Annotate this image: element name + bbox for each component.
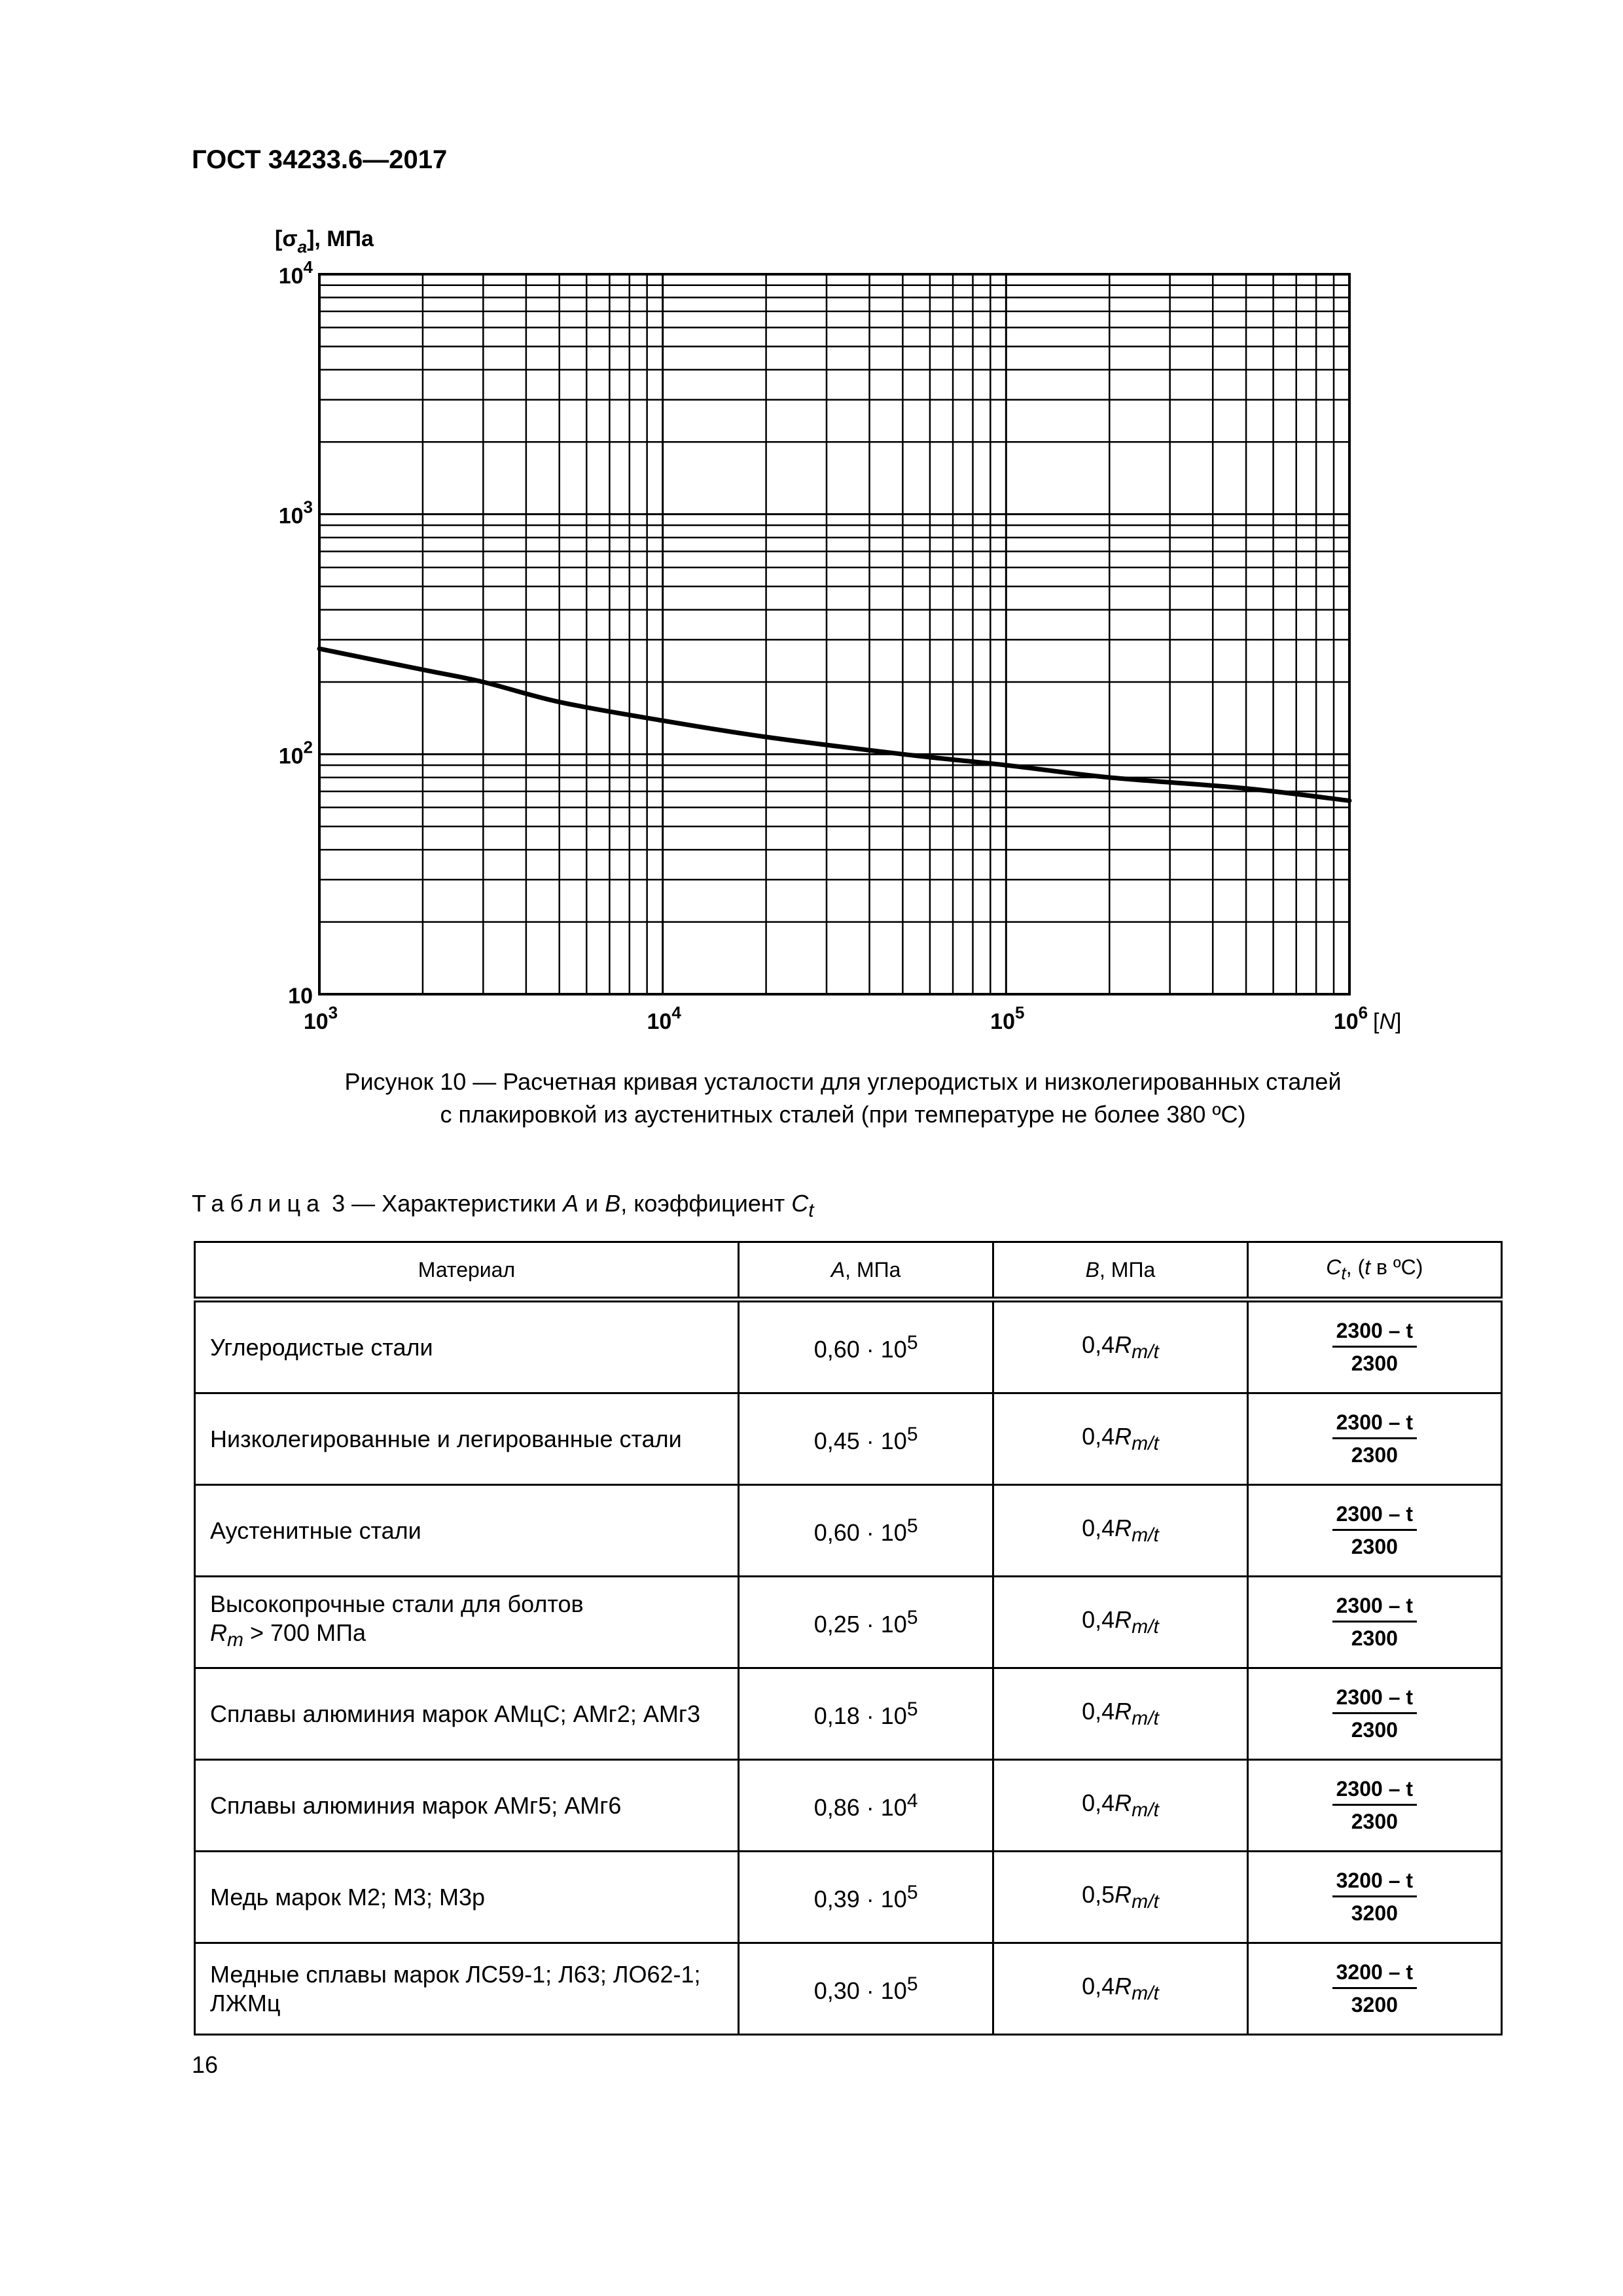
cell-a: $0,60 \cdot 10^5$ xyxy=(738,1300,993,1393)
y-tick-labels xyxy=(279,257,313,1009)
cell-b: $0,4R_{m/t}$ xyxy=(993,1300,1247,1393)
cell-c xyxy=(1247,1943,1501,2035)
c-fraction: $\frac{2300 - t}{2300}$ xyxy=(1332,1502,1417,1559)
chart-grid xyxy=(319,274,1349,994)
cell-a: $0,30 \cdot 10^5$ xyxy=(738,1943,993,2035)
table-row xyxy=(195,1852,1502,1943)
table-row xyxy=(195,1668,1502,1760)
cell-material: Медные сплавы марок ЛС59-1; Л63; ЛО62-1; ЛЖМц xyxy=(195,1943,739,2035)
figure-caption-line-1: Рисунок 10 — Расчетная кривая усталости для углеродистых и низколегированных сталей xyxy=(344,1068,1342,1095)
cell-material: Низколегированные и легированные стали xyxy=(195,1393,739,1485)
table-header-row xyxy=(195,1242,1502,1300)
header-b: B, МПа xyxy=(993,1242,1247,1300)
cell-material: Сплавы алюминия марок АМг5; АМг6 xyxy=(195,1760,739,1852)
cell-material: Медь марок М2; М3; М3р xyxy=(195,1852,739,1943)
c-fraction: $\frac{2300 - t}{2300}$ xyxy=(1332,1777,1417,1834)
fatigue-curve-chart xyxy=(0,0,1623,1060)
plot-border xyxy=(319,274,1349,994)
cell-b: $0,4R_{m/t}$ xyxy=(993,1393,1247,1485)
x-tick-label: $10^5$ xyxy=(990,1003,1025,1034)
cell-c xyxy=(1247,1577,1501,1668)
table-caption: Таблица 3 — Характеристики A и B, коэффициент $C_t$ xyxy=(192,1190,814,1222)
cell-c xyxy=(1247,1300,1501,1393)
y-tick-label: $10^4$ xyxy=(278,257,313,289)
c-fraction: $\frac{2300 - t}{2300}$ xyxy=(1332,1594,1417,1651)
cell-a: $0,60 \cdot 10^5$ xyxy=(738,1485,993,1577)
header-c: $C_t$, (t в ºС) xyxy=(1247,1242,1501,1300)
cell-c xyxy=(1247,1485,1501,1577)
cell-c xyxy=(1247,1668,1501,1760)
y-axis-label: $[\sigma_a]$, МПа xyxy=(275,226,374,257)
table-row xyxy=(195,1943,1502,2035)
cell-c xyxy=(1247,1760,1501,1852)
table-row xyxy=(195,1577,1502,1668)
cell-material: Углеродистые стали xyxy=(195,1300,739,1393)
table-row xyxy=(195,1760,1502,1852)
c-fraction: $\frac{3200 - t}{3200}$ xyxy=(1332,1869,1417,1926)
cell-c xyxy=(1247,1852,1501,1943)
c-fraction: $\frac{2300 - t}{2300}$ xyxy=(1332,1319,1417,1376)
y-tick-label: $10^2$ xyxy=(278,737,313,769)
chart-frame xyxy=(319,274,1349,994)
page-number: 16 xyxy=(192,2051,219,2078)
cell-b: $0,5R_{m/t}$ xyxy=(993,1852,1247,1943)
document-header: ГОСТ 34233.6—2017 xyxy=(192,145,448,174)
table-row xyxy=(195,1485,1502,1577)
cell-b: $0,4R_{m/t}$ xyxy=(993,1485,1247,1577)
c-fraction: $\frac{3200 - t}{3200}$ xyxy=(1332,1960,1417,2017)
characteristics-table xyxy=(194,1241,1503,2036)
cell-a: $0,45 \cdot 10^5$ xyxy=(738,1393,993,1485)
cell-b: $0,4R_{m/t}$ xyxy=(993,1577,1247,1668)
cell-a: $0,18 \cdot 10^5$ xyxy=(738,1668,993,1760)
cell-a: $0,25 \cdot 10^5$ xyxy=(738,1577,993,1668)
cell-b: $0,4R_{m/t}$ xyxy=(993,1760,1247,1852)
c-fraction: $\frac{2300 - t}{2300}$ xyxy=(1332,1410,1417,1467)
cell-material: Высокопрочные стали для болтов $R_m > 700$ МПа xyxy=(195,1577,739,1668)
header-material: Материал xyxy=(195,1242,739,1300)
figure-caption xyxy=(192,1066,1494,1131)
x-axis-label: [N] xyxy=(1373,1009,1402,1034)
header-a: A, МПа xyxy=(738,1242,993,1300)
x-tick-labels xyxy=(304,1003,1368,1034)
y-tick-label: 10 xyxy=(288,984,313,1009)
c-fraction: $\frac{2300 - t}{2300}$ xyxy=(1332,1685,1417,1742)
cell-a: $0,39 \cdot 10^5$ xyxy=(738,1852,993,1943)
x-tick-label: $10^3$ xyxy=(303,1003,338,1034)
table-row xyxy=(195,1300,1502,1393)
table-row xyxy=(195,1393,1502,1485)
figure-caption-line-2: с плакировкой из аустенитных сталей (при температуре не более 380 ºС) xyxy=(440,1101,1246,1128)
cell-material: Сплавы алюминия марок АМцС; АМг2; АМг3 xyxy=(195,1668,739,1760)
y-tick-label: $10^3$ xyxy=(278,497,313,529)
cell-a: $0,86 \cdot 10^4$ xyxy=(738,1760,993,1852)
x-tick-label: $10^4$ xyxy=(647,1003,681,1034)
cell-c xyxy=(1247,1393,1501,1485)
x-tick-label: $10^6$ xyxy=(1333,1003,1368,1034)
cell-b: $0,4R_{m/t}$ xyxy=(993,1668,1247,1760)
cell-material: Аустенитные стали xyxy=(195,1485,739,1577)
cell-b: $0,4R_{m/t}$ xyxy=(993,1943,1247,2035)
